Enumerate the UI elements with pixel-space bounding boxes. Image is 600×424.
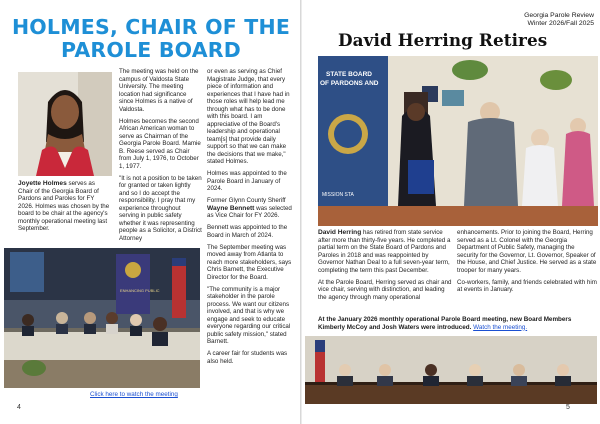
publication-name: Georgia Parole Review <box>524 12 594 19</box>
watch-meeting-link-right[interactable]: Watch the meeting. <box>473 323 528 331</box>
retirement-illustration <box>318 56 598 226</box>
paragraph: "The community is a major stakeholder in the parole process. We want our citizens involved, and that is why we engage and seek to educate everyone regarding our critical public safety mission," stated Barnett. <box>207 285 291 345</box>
paragraph: has retired from state service after more than thirty-five years. He completed a partial term on the State Board of Pardons and Paroles in 2018 and was reappointed by Governor Nathan Deal to a full seven-year term, completing the term this past December. <box>318 229 451 274</box>
page-number-right: 5 <box>566 404 570 411</box>
sign-text-2: OF PARDONS AND <box>320 80 379 87</box>
holmes-portrait-photo <box>18 72 112 176</box>
vice-chair-pre: Former Glynn County Sheriff <box>207 197 286 204</box>
board-meeting-photo <box>4 248 200 388</box>
watch-meeting-link[interactable]: Click here to watch the meeting <box>90 391 178 398</box>
paragraph-vice-chair <box>207 197 292 220</box>
article-column-2 <box>207 68 292 370</box>
article-right-column-2 <box>457 229 597 298</box>
board-meeting-illustration <box>4 248 200 388</box>
herring-name: David Herring <box>318 229 362 236</box>
paragraph: The meeting was held on the campus of Valdosta State University. The meeting location had significance since Holmes is a native of Valdosta. <box>119 68 199 113</box>
paragraph: Bennett was appointed to the Board in March of 2024. <box>207 224 288 239</box>
board-members-illustration <box>305 336 597 404</box>
paragraph: or even as serving as Chief Magistrate Judge, that every piece of information and experiences that I have had in those roles will help lead me through what has to be done with this board. I am appreciative of the Board's leadership and operational team[s] that provide daily support so that we can make the decisions that we make," stated Holmes. <box>207 68 290 165</box>
article-title: HOLMES, CHAIR OF THE PAROLE BOARD <box>11 15 291 62</box>
photo-caption <box>18 180 110 237</box>
sign-text-3: MISSION STA <box>322 192 354 198</box>
paragraph: A career fair for students was also held. <box>207 350 288 365</box>
paragraph: enhancements. Prior to joining the Board, Herring served as a Lt. Colonel with the Georgia Department of Public Safety, managing the security for the Governor, Lt. Governor, Speaker of the House, and Chief Justice. He served as a state trooper for many years. <box>457 229 597 274</box>
publication-issue: Winter 2026/Fall 2025 <box>527 20 594 27</box>
page-number: 4 <box>17 404 21 411</box>
vice-chair-name: Wayne Bennett <box>207 204 255 212</box>
paragraph: Holmes becomes the second African American woman to serve as Chairman of the Georgia Parole Board. Mamie B. Reese served as Chair from July 1, 1976, to October 1, 1977. <box>119 117 201 170</box>
paragraph: At the Parole Board, Herring served as chair and vice chair, serving with distinction, and leading the agency through many operational <box>318 278 452 301</box>
paragraph: "It is not a position to be taken for granted or taken lightly and so I do accept the responsibility. I pray that my experience throughout serving in public safety whether it was representing people as a Solicitor, a District Attorney <box>119 174 202 242</box>
caption-name: Joyette Holmes <box>18 180 67 187</box>
sign-text-1: STATE BOARD <box>326 71 372 78</box>
holmes-portrait-illustration <box>18 72 112 176</box>
paragraph: Holmes was appointed to the Parole Board in January of 2024. <box>207 170 287 192</box>
caption-text: serves as Chair of the Georgia Board of Pardons and Paroles for FY 2026. Holmes was chosen by the board to be chair at the agency's monthly operational meeting last September. <box>18 180 110 232</box>
retirement-photo <box>318 56 598 226</box>
article-title-right: David Herring Retires <box>338 30 548 50</box>
paragraph: The September meeting was moved away from Atlanta to reach more stakeholders, says Chris Barnett, the Executive Director for the Board. <box>207 243 292 281</box>
new-board-members-photo <box>305 336 597 404</box>
banner-text: ENHANCING PUBLIC <box>120 288 160 293</box>
vice-chair-post: was selected as Vice Chair for FY 2026. <box>207 204 292 219</box>
paragraph: Co-workers, family, and friends celebrated with him at events in January. <box>457 278 597 293</box>
board-photo-caption <box>318 316 598 331</box>
publication-header <box>488 12 594 28</box>
article-column-1 <box>119 68 202 247</box>
article-right-column-1 <box>318 229 452 306</box>
caption-text: At the January 2026 monthly operational Parole Board meeting, new Board Members Kimberly McCoy and Josh Waters were introduced. <box>318 316 572 331</box>
